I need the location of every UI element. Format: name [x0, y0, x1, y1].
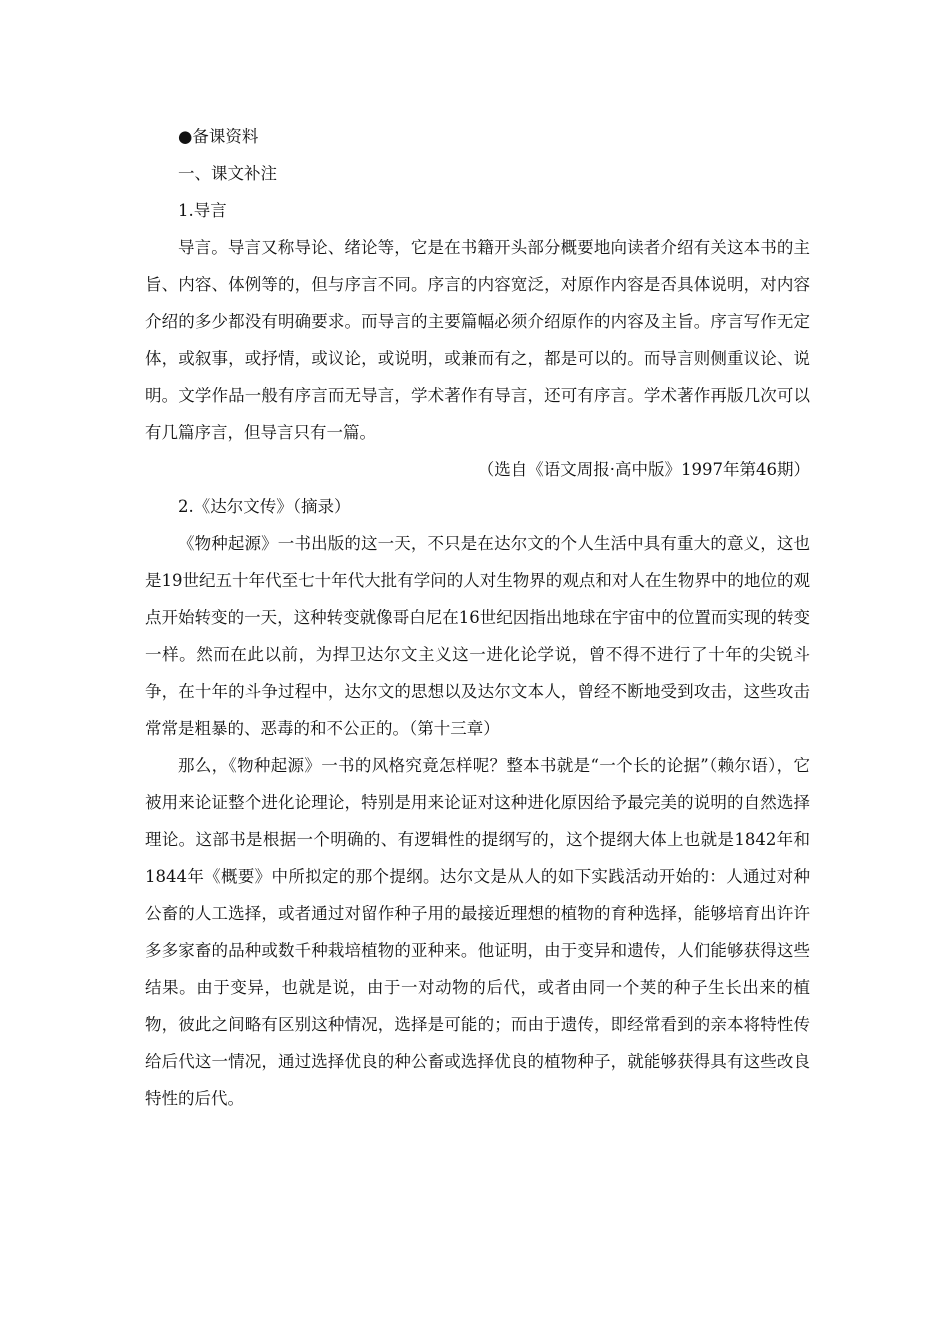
item-title-darwin-biography: 2.《达尔文传》（摘录）	[178, 497, 351, 516]
document-page	[145, 118, 810, 1117]
paragraph-introduction	[145, 229, 810, 451]
source-citation: （选自《语文周报·高中版》1997年第46期）	[477, 460, 810, 479]
paragraph-text: 那么，《物种起源》一书的风格究竟怎样呢？整本书就是“一个长的论据”（赖尔语），它被用来论证整个进化论理论，特别是用来论证对这种进化原因给予最完美的说明的自然选择理论。这部书是根据一个明确的、有逻辑性的提纲写的，这个提纲大体上也就是1842年和1844年《概要》中所拟定的那个提纲。达尔文是从人的如下实践活动开始的：人通过对种公畜的人工选择，或者通过对留作种子用的最接近理想的植物的育种选择，能够培育出许许多多家畜的品种或数千种栽培植物的亚种来。他证明，由于变异和遗传，人们能够获得这些结果。由于变异，也就是说，由于一对动物的后代，或者由同一个荚的种子生长出来的植物，彼此之间略有区别这种情况，选择是可能的；而由于遗传，即经常看到的亲本将特性传给后代这一情况，通过选择优良的种公畜或选择优良的植物种子，就能够获得具有这些改良特性的后代。	[145, 756, 810, 1108]
section-title: 一、课文补注	[178, 164, 277, 183]
heading: ●备课资料	[178, 127, 259, 146]
paragraph-text: 导言。导言又称导论、绪论等，它是在书籍开头部分概要地向读者介绍有关这本书的主旨、内容、体例等的，但与序言不同。序言的内容宽泛，对原作内容是否具体说明，对内容介绍的多少都没有明确要求。而导言的主要篇幅必须介绍原作的内容及主旨。序言写作无定体，或叙事，或抒情，或议论，或说明，或兼而有之，都是可以的。而导言则侧重议论、说明。文学作品一般有序言而无导言，学术著作有导言，还可有序言。学术著作再版几次可以有几篇序言，但导言只有一篇。	[145, 238, 810, 442]
paragraph-darwin-1	[145, 525, 810, 747]
paragraph-darwin-2	[145, 747, 810, 1117]
paragraph-text: 《物种起源》一书出版的这一天，不只是在达尔文的个人生活中具有重大的意义，这也是19世纪五十年代至七十年代大批有学问的人对生物界的观点和对人在生物界中的地位的观点开始转变的一天，这种转变就像哥白尼在16世纪因指出地球在宇宙中的位置而实现的转变一样。然而在此以前，为捍卫达尔文主义这一进化论学说，曾不得不进行了十年的尖锐斗争，在十年的斗争过程中，达尔文的思想以及达尔文本人，曾经不断地受到攻击，这些攻击常常是粗暴的、恶毒的和不公正的。（第十三章）	[145, 534, 810, 738]
item-title-introduction: 1.导言	[178, 201, 227, 220]
